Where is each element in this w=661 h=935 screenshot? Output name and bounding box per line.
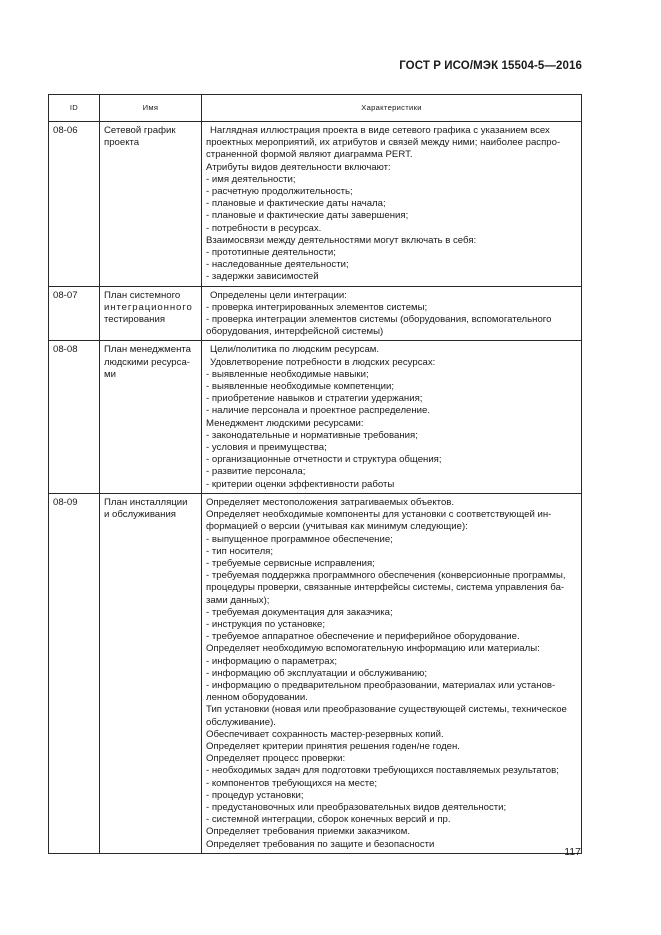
char-line: Наглядная иллюстрация проекта в виде сетевого графика с указанием всех — [210, 125, 550, 136]
char-line: Определяет местоположения затрагиваемых объектов. — [206, 496, 455, 508]
char-line: Атрибуты видов деятельности включают: — [206, 161, 391, 173]
char-line: - требуемое аппаратное обеспечение и периферийное оборудование. — [206, 631, 520, 643]
row-characteristics — [202, 122, 582, 287]
column-header-characteristics: Характеристики — [202, 95, 582, 122]
char-line: - инструкция по установке; — [206, 618, 325, 630]
char-line: - выявленные необходимые компетенции; — [206, 381, 395, 393]
char-line: - развитие персонала; — [206, 466, 306, 478]
char-line: - выявленные необходимые навыки; — [206, 368, 369, 380]
char-line: - задержки зависимостей — [206, 271, 319, 283]
char-line: - информацию о предварительном преобразовании, материалах или установ- — [206, 679, 556, 691]
name-line: проекта — [104, 137, 140, 149]
char-line: - тип носителя; — [206, 545, 274, 557]
char-line: - расчетную продолжительность; — [206, 186, 353, 198]
row-name — [100, 341, 202, 493]
row-id: 08-07 — [49, 286, 100, 341]
char-line: - предустановочных или преобразовательных видов деятельности; — [206, 801, 507, 813]
char-line: - наследованные деятельности; — [206, 259, 349, 271]
char-line: - проверка интеграции элементов системы (оборудования, вспомогательного — [206, 314, 552, 326]
column-header-id: ID — [49, 95, 100, 122]
name-line: План инсталляции — [104, 496, 188, 508]
row-id: 08-08 — [49, 341, 100, 493]
table-row — [49, 341, 582, 493]
char-line: - имя деятельности; — [206, 173, 296, 185]
char-line: - системной интеграции, сборок конечных версий и пр. — [206, 814, 451, 826]
char-line: - условия и преимущества; — [206, 442, 327, 454]
char-line: обслуживание). — [206, 716, 276, 728]
name-line: интеграционного — [104, 301, 193, 313]
char-line: - плановые и фактические даты начала; — [206, 198, 386, 210]
row-characteristics — [202, 286, 582, 341]
row-characteristics — [202, 341, 582, 493]
name-line: ми — [104, 368, 116, 380]
name-line: Сетевой график — [104, 125, 176, 136]
char-line: Определяет требования приемки заказчиком. — [206, 826, 410, 838]
char-line: процедуры проверки, связанные интерфейсы системы, система управления ба- — [206, 582, 565, 594]
table-row — [49, 122, 582, 287]
char-line: - законодательные и нормативные требования; — [206, 429, 418, 441]
char-line: Определяет необходимые компоненты для установки с соответствующей ин- — [206, 509, 552, 521]
char-line: - требуемая поддержка программного обеспечения (конверсионные программы, — [206, 570, 566, 582]
char-line: - информацию о параметрах; — [206, 655, 338, 667]
char-line: Определены цели интеграции: — [210, 289, 347, 301]
char-line: - требуемые сервисные исправления; — [206, 557, 375, 569]
char-line: Менеджмент людскими ресурсами: — [206, 417, 364, 429]
char-line: - организационные отчетности и структура общения; — [206, 454, 442, 466]
char-line: Взаимосвязи между деятельностями могут включать в себя: — [206, 234, 477, 246]
name-line: и обслуживания — [104, 509, 176, 521]
name-line: людскими ресурса- — [104, 356, 190, 368]
char-line: оборудования, интерфейсной системы) — [206, 326, 384, 338]
row-name — [100, 122, 202, 287]
char-line: Удовлетворение потребности в людских ресурсах: — [210, 356, 436, 368]
row-characteristics — [202, 493, 582, 853]
row-id: 08-09 — [49, 493, 100, 853]
char-line: Обеспечивает сохранность мастер-резервных копий. — [206, 728, 444, 740]
char-line: - прототипные деятельности; — [206, 247, 336, 259]
char-line: Цели/политика по людским ресурсам. — [210, 344, 380, 356]
char-line: - критерии оценки эффективности работы — [206, 478, 395, 490]
char-line: - приобретение навыков и стратегии удержания; — [206, 393, 423, 405]
char-line: - необходимых задач для подготовки требующихся поставляемых результатов; — [206, 765, 559, 777]
char-line: формацией о версии (учитывая как минимум следующие): — [206, 521, 468, 533]
char-line: - информацию об эксплуатации и обслуживанию; — [206, 667, 427, 679]
char-line: страненной формой являют диаграмма PERT. — [206, 149, 413, 161]
name-line: План менеджмента — [104, 344, 192, 356]
char-line: проектных мероприятий, их атрибутов и связей между ними; наиболее распро- — [206, 137, 561, 149]
char-line: - потребности в ресурсах. — [206, 222, 322, 234]
char-line: Определяет необходимую вспомогательную информацию или материалы: — [206, 643, 540, 655]
work-products-table — [48, 94, 582, 854]
char-line: - наличие персонала и проектное распределение. — [206, 405, 431, 417]
standard-designation: ГОСТ Р ИСО/МЭК 15504-5—2016 — [399, 60, 582, 72]
char-line: - компонентов требующихся на месте; — [206, 777, 378, 789]
column-header-name: Имя — [100, 95, 202, 122]
char-line: - выпущенное программное обеспечение; — [206, 533, 393, 545]
table-header-row — [49, 95, 582, 122]
table-row — [49, 493, 582, 853]
char-line: Тип установки (новая или преобразование существующей системы, техническое — [206, 704, 567, 716]
row-name — [100, 493, 202, 853]
name-line: План системного — [104, 289, 181, 301]
row-id: 08-06 — [49, 122, 100, 287]
char-line: - требуемая документация для заказчика; — [206, 606, 393, 618]
char-line: зами данных); — [206, 594, 270, 606]
char-line: - проверка интегрированных элементов системы; — [206, 301, 428, 313]
name-line: тестирования — [104, 314, 166, 326]
row-name — [100, 286, 202, 341]
char-line: Определяет требования по защите и безопасности — [206, 838, 435, 850]
char-line: Определяет процесс проверки: — [206, 753, 346, 765]
char-line: ленном оборудовании. — [206, 692, 308, 704]
char-line: - плановые и фактические даты завершения; — [206, 210, 409, 222]
page-number: 117 — [564, 846, 581, 858]
char-line: Определяет критерии принятия решения годен/не годен. — [206, 740, 460, 752]
table-row — [49, 286, 582, 341]
char-line: - процедур установки; — [206, 789, 304, 801]
